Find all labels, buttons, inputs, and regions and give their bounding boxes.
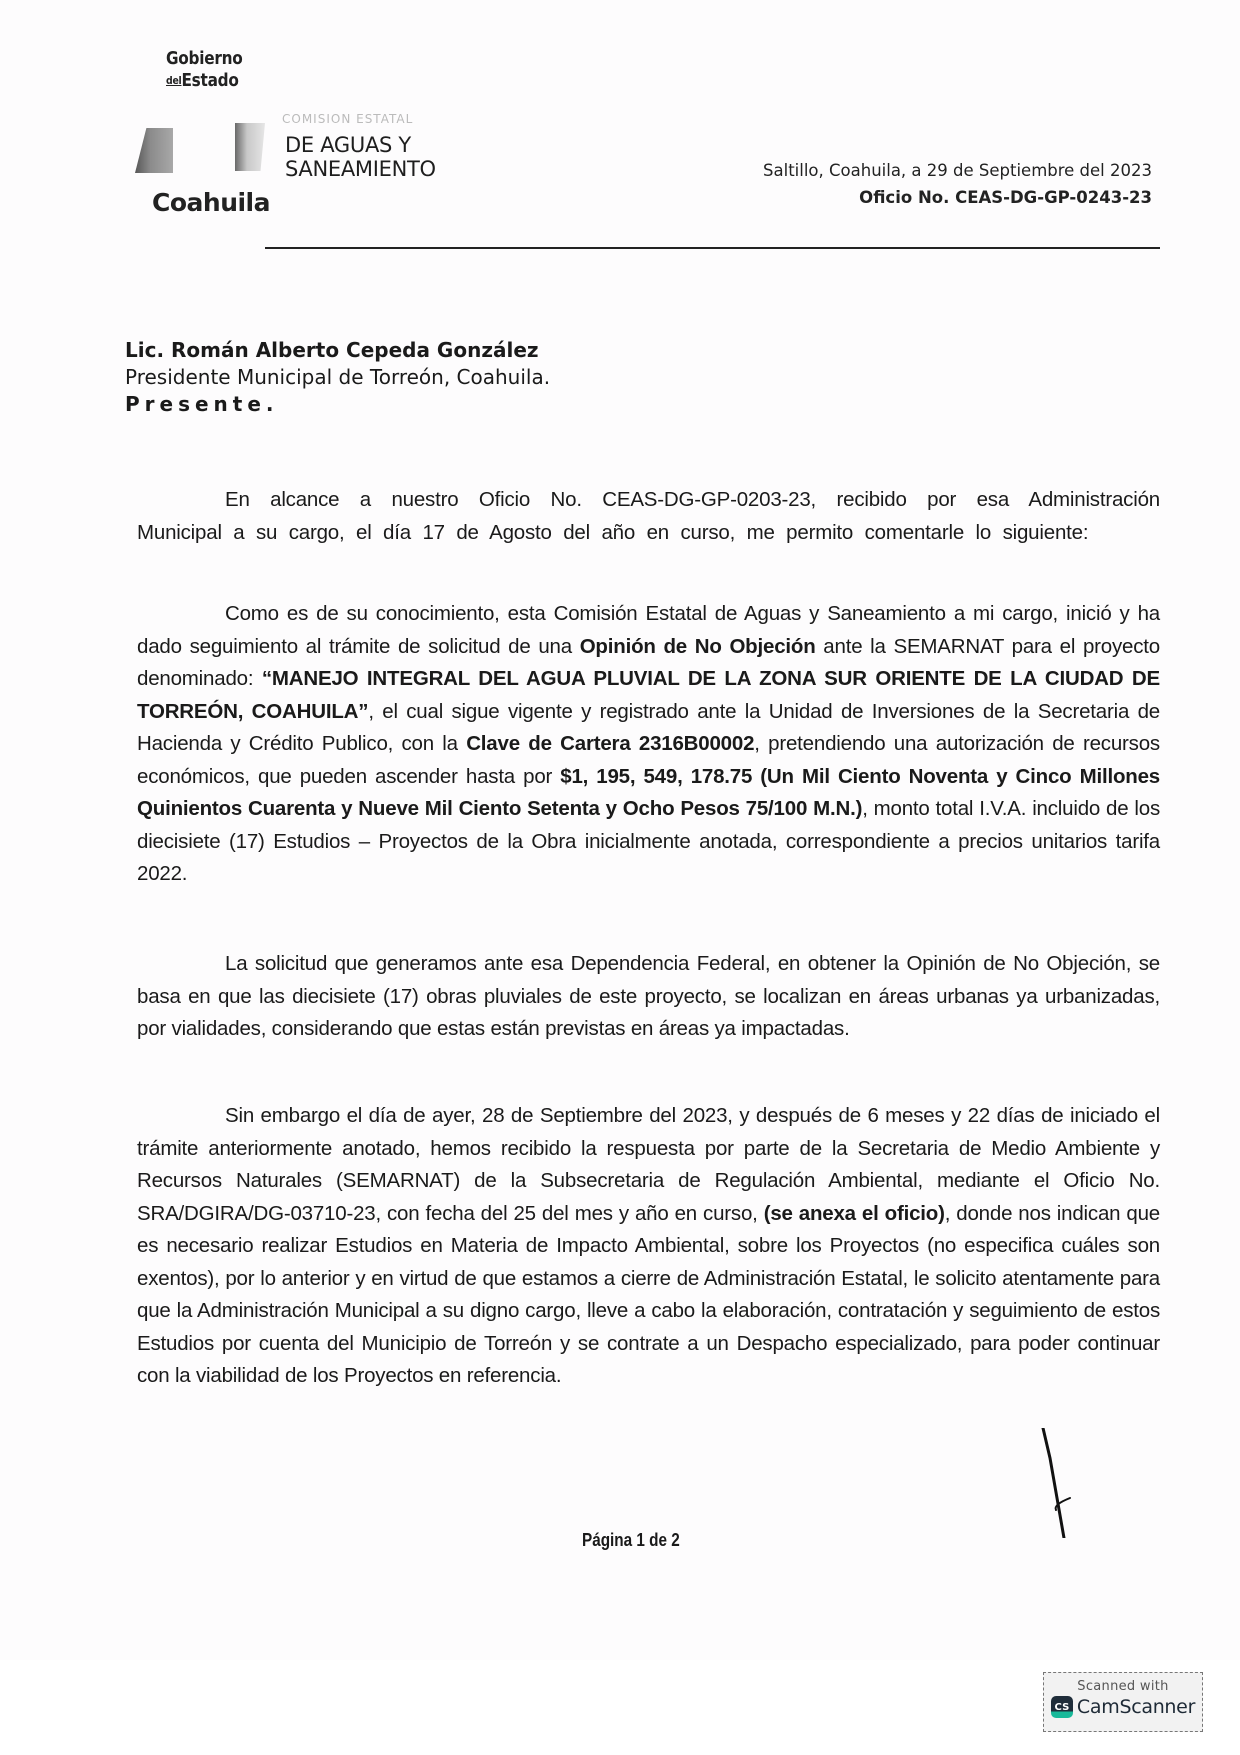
- agency-line2: SANEAMIENTO: [285, 157, 436, 181]
- recipient-greeting: Presente.: [125, 392, 279, 416]
- camscanner-brand: CamScanner: [1076, 1696, 1196, 1718]
- p2-text-2: ante la SEMARNAT para el proyecto denominado:: [137, 634, 1160, 690]
- body-paragraph-2: [137, 598, 1160, 891]
- p2-bold-amount: $1, 195, 549, 178.75 (Un Mil Ciento Noventa y Cinco Millones Quinientos Cuarenta y Nueve Mil Ciento Setenta y Ocho Pesos 75/100 M.N.): [137, 764, 1160, 820]
- gobierno-logo-text: [166, 48, 243, 92]
- body-paragraph-4: [137, 1100, 1160, 1393]
- letter-header-info: [763, 157, 1152, 211]
- body-paragraph-1: En alcance a nuestro Oficio No. CEAS-DG-GP-0203-23, recibido por esa Administración Municipal a su cargo, el día 17 de Agosto del año en curso, me permito comentarle lo siguiente:: [137, 488, 1160, 544]
- recipient-title: Presidente Municipal de Torreón, Coahuila.: [125, 365, 551, 389]
- agency-line1: DE AGUAS Y: [285, 133, 411, 157]
- body-paragraph-3: La solicitud que generamos ante esa Dependencia Federal, en obtener la Opinión de No Objeción, se basa en que las diecisiete (17) obras pluviales de este proyecto, se localizan en áreas urbanas ya urbanizadas, por vialidades, considerando que estas están previstas en áreas ya impactadas.: [137, 952, 1160, 1040]
- p2-text-4: , pretendiendo una autorización de recursos económicos, que pueden ascender hasta por: [137, 732, 1160, 788]
- agency-name: [285, 133, 436, 181]
- recipient-name: Lic. Román Alberto Cepeda González: [125, 338, 539, 362]
- p2-bold-opinion: Opinión de No Objeción: [579, 634, 816, 658]
- header-divider: [265, 247, 1160, 249]
- page-number: Página 1 de 2: [582, 1530, 680, 1550]
- gobierno-line1: Gobierno: [166, 48, 243, 69]
- coahuila-logo-mark-right-icon: [235, 123, 265, 171]
- signature-mark-icon: [1040, 1428, 1080, 1538]
- gobierno-del: del: [166, 74, 182, 87]
- place-date: Saltillo, Coahuila, a 29 de Septiembre del 2023: [763, 161, 1152, 180]
- p4-text-2: , donde nos indican que es necesario realizar Estudios en Materia de Impacto Ambiental, sobre los Proyectos (no especifica cuáles son exentos), por lo anterior y en virtud de que estamos a cierre de Administración Estatal, le solicito atentamente para que la Administración Municipal a su digno cargo, lleve a cabo la elaboración, contratación y seguimiento de estos Estudios por cuenta del Municipio de Torreón y se contrate a un Despacho especializado, para poder continuar con la viabilidad de los Proyectos en referencia.: [137, 1201, 1160, 1387]
- p4-bold-annex: (se anexa el oficio): [763, 1201, 945, 1225]
- p2-text-3: , el cual sigue vigente y registrado ante la Unidad de Inversiones de la Secretaria de Hacienda y Crédito Publico, con la: [137, 699, 1160, 755]
- p4-text-1: Sin embargo el día de ayer, 28 de Septiembre del 2023, y después de 6 meses y 22 días de iniciado el trámite anteriormente anotado, hemos recibido la respuesta por parte de la Secretaria de Medio Ambiente y Recursos Naturales (SEMARNAT) de la Subsecretaria de Regulación Ambiental, mediante el Oficio No. SRA/DGIRA/DG-03710-23, con fecha del 25 del mes y año en curso,: [137, 1104, 1160, 1225]
- p2-text-5: , monto total I.V.A. incluido de los diecisiete (17) Estudios – Proyectos de la Obra inicialmente anotada, correspondiente a precios unitarios tarifa 2022.: [137, 797, 1160, 885]
- scanned-with-label: Scanned with: [1077, 1679, 1169, 1694]
- p2-text-1: Como es de su conocimiento, esta Comisión Estatal de Aguas y Saneamiento a mi cargo, inició y ha dado seguimiento al trámite de solicitud de una: [137, 602, 1160, 658]
- coahuila-logo-mark-left-icon: [135, 128, 173, 173]
- p2-bold-project-name: “MANEJO INTEGRAL DEL AGUA PLUVIAL DE LA ZONA SUR ORIENTE DE LA CIUDAD DE TORREÓN, COAHUILA”: [137, 667, 1160, 723]
- recipient-block: [125, 337, 550, 418]
- oficio-number: Oficio No. CEAS-DG-GP-0243-23: [859, 188, 1152, 207]
- coahuila-logo-text: Coahuila: [152, 188, 270, 217]
- camscanner-logo-icon: CS: [1051, 1696, 1073, 1718]
- p2-bold-clave-cartera: Clave de Cartera 2316B00002: [466, 732, 755, 755]
- gobierno-line2: Estado: [181, 70, 239, 91]
- camscanner-watermark: [1043, 1672, 1203, 1732]
- agency-faint-text: COMISION ESTATAL: [282, 112, 414, 126]
